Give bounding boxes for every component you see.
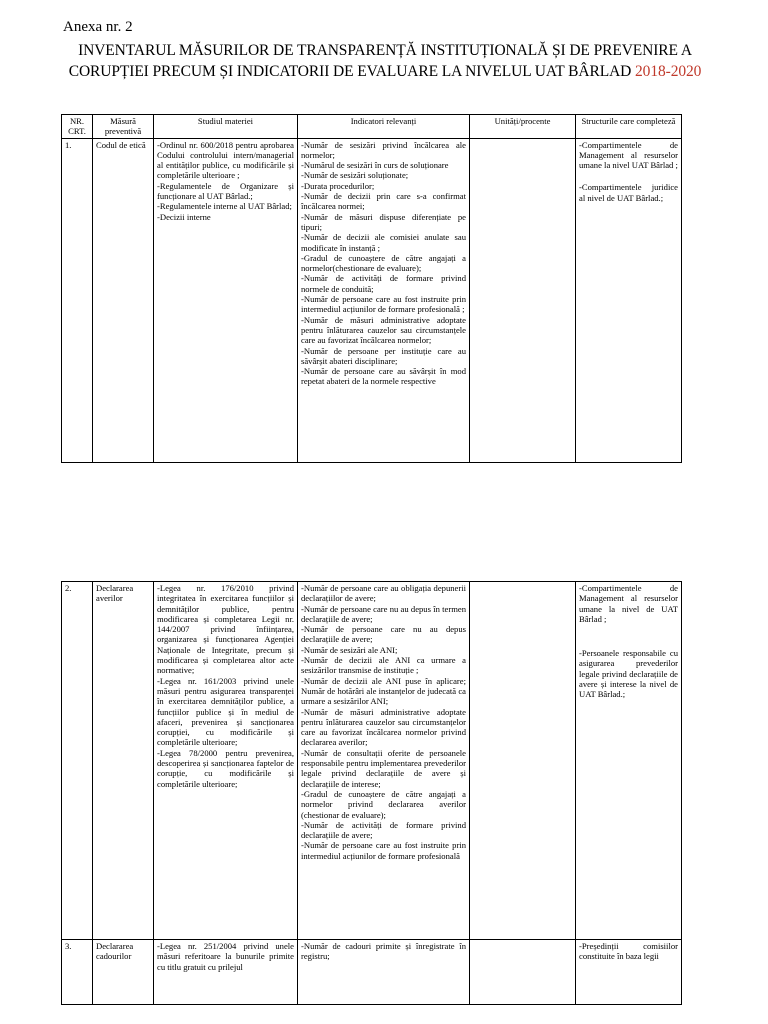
row-number: 3. xyxy=(62,940,93,1005)
study-item: -Legea nr. 161/2003 privind unele măsuri pentru asigurarea transparenței în exercitarea demnităților publice, a funcțiilor publice și în mediul de afaceri, prevenirea și sancționarea corupției, cu modificările și completările ulterioare; xyxy=(157,675,294,748)
indicator-item: -Număr de activități de formare privind normele de conduită; xyxy=(301,273,466,294)
indicator-item: -Număr de sesizări soluționate; xyxy=(301,170,409,181)
inventory-table-part-2 xyxy=(61,581,682,1005)
row-structures xyxy=(576,138,682,462)
indicator-item: -Număr de măsuri administrative adoptate pentru înlăturarea cauzelor sau circumstanțele care au favorizat încălcarea normelor; xyxy=(301,314,466,346)
table-row xyxy=(62,582,682,940)
indicator-item: -Număr de persoane care au săvârșit în mod repetat abateri de la normele respective xyxy=(301,366,466,387)
study-item: -Decizii interne xyxy=(157,211,211,222)
title-line-1: INVENTARUL MĂSURILOR DE TRANSPARENȚĂ INSTITUȚIONALĂ ȘI DE PREVENIRE A xyxy=(78,42,692,59)
indicator-item: -Număr de persoane care au fost instruite prin intermediul acțiunilor de formare profesională ; xyxy=(301,294,466,315)
row-study xyxy=(154,582,298,940)
indicator-item: -Număr de persoane care nu au depus în termen declarațiile de avere; xyxy=(301,603,466,624)
indicator-item: -Număr de decizii ale comisiei anulate sau modificate în instanță ; xyxy=(301,232,466,253)
row-number: 1. xyxy=(62,138,93,462)
indicator-item: -Număr de decizii ale ANI puse în aplicare; Număr de hotărâri ale instanțelor de judecată ca urmare a sesizărilor ANI; xyxy=(301,675,466,707)
row-indicators xyxy=(298,940,470,1005)
spacer xyxy=(579,624,678,636)
row-structures xyxy=(576,940,682,1005)
study-item: -Legea 78/2000 pentru prevenirea, descoperirea și sancționarea faptelor de corupție, cu modificările și completările ulterioare; xyxy=(157,747,294,789)
header-nr: NR. CRT. xyxy=(62,115,93,139)
row-units xyxy=(470,582,576,940)
indicator-item: -Număr de decizii prin care s-a confirmat încălcarea normei; xyxy=(301,191,466,212)
title-years: 2018-2020 xyxy=(635,63,702,80)
indicator-item: -Gradul de cunoaștere de către angajați a normelor privind declararea averilor (chestionar de evaluare); xyxy=(301,788,466,820)
indicator-item: -Durata procedurilor; xyxy=(301,180,375,191)
row-units xyxy=(470,940,576,1005)
study-item: -Regulamentele interne al UAT Bârlad; xyxy=(157,201,292,212)
structure-item: -Președinții comisiilor constituite în baza legii xyxy=(579,941,678,962)
header-structures: Structurile care completeză xyxy=(576,115,682,139)
study-item: -Legea nr. 176/2010 privind integritatea în exercitarea funcțiilor și demnităților publice, pentru modificarea și completarea Legii nr. 144/2007 privind înființarea, organizarea și funcționarea Agenției Naționale de Integritate, precum și modificarea și completarea altor acte normative; xyxy=(157,583,294,676)
indicator-item: -Număr de persoane per instituție care au săvârșit abateri disciplinare; xyxy=(301,345,466,366)
study-item: -Regulamentele de Organizare și funcționare al UAT Bârlad.; xyxy=(157,180,294,202)
annex-number: Anexa nr. 2 xyxy=(63,19,133,35)
structure-item: -Compartimentele de Management al resurselor umane la nivel UAT Bârlad ; xyxy=(579,139,678,171)
row-study xyxy=(154,940,298,1005)
row-units xyxy=(470,138,576,462)
indicator-item: -Număr de sesizări ale ANI; xyxy=(301,644,398,655)
indicator-item: -Număr de măsuri dispuse diferențiate pe tipuri; xyxy=(301,211,466,232)
indicator-item: -Număr de măsuri administrative adoptate pentru înlăturarea cauzelor sau circumstanțelor care au favorizat încălcarea normelor privind declararea averilor; xyxy=(301,706,466,748)
structure-item: -Compartimentele juridice al nivel de UAT Bârlad.; xyxy=(579,182,678,203)
header-units: Unități/procente xyxy=(470,115,576,139)
indicator-item: -Gradul de cunoaștere de către angajați a normelor(chestionare de evaluare); xyxy=(301,252,466,274)
indicator-item: -Număr de cadouri primite și înregistrate în registru; xyxy=(301,941,466,962)
spacer xyxy=(579,170,678,182)
header-study: Studiul materiei xyxy=(154,115,298,139)
structure-item: -Compartimentele de Management al resurselor umane la nivel de UAT Bârlad ; xyxy=(579,583,678,624)
inventory-table-part-1 xyxy=(61,114,682,463)
row-study xyxy=(154,138,298,462)
row-measure: Declararea averilor xyxy=(93,582,154,940)
indicator-item: -Număr de decizii ale ANI ca urmare a sesizărilor transmise de instituție ; xyxy=(301,655,466,676)
header-indicators: Indicatori relevanți xyxy=(298,115,470,139)
row-measure: Declararea cadourilor xyxy=(93,940,154,1005)
indicator-item: -Număr de sesizări privind încălcarea ale normelor; xyxy=(301,139,466,160)
row-structures xyxy=(576,582,682,940)
study-item: -Legea nr. 251/2004 privind unele măsuri referitoare la bunurile primite cu titlu gratuit cu prilejul xyxy=(157,941,294,972)
indicator-item: -Numărul de sesizări în curs de soluționare xyxy=(301,160,449,171)
row-indicators xyxy=(298,138,470,462)
indicator-item: -Număr de persoane care au obligația depunerii declarațiilor de avere; xyxy=(301,583,466,604)
row-measure: Codul de etică xyxy=(93,138,154,462)
row-indicators xyxy=(298,582,470,940)
study-item: -Ordinul nr. 600/2018 pentru aprobarea Codului controlului intern/managerial al entităților publice, cu modificările și completările ulterioare ; xyxy=(157,139,294,181)
spacer xyxy=(579,636,678,648)
header-measure: Măsură preventivă xyxy=(93,115,154,139)
title-line-2: CORUPȚIEI PRECUM ȘI INDICATORII DE EVALUARE LA NIVELUL UAT BÂRLAD xyxy=(68,63,636,80)
table-row xyxy=(62,940,682,1005)
document-title xyxy=(60,40,710,82)
row-number: 2. xyxy=(62,582,93,940)
table-header-row xyxy=(62,115,682,139)
indicator-item: -Număr de persoane care nu au depus declarațiile de avere; xyxy=(301,624,466,645)
indicator-item: -Număr de persoane care au fost instruite prin intermediul acțiunilor de formare profesională xyxy=(301,840,466,861)
table-row xyxy=(62,138,682,462)
indicator-item: -Număr de activități de formare privind declarațiile de avere; xyxy=(301,819,466,841)
structure-item: -Persoanele responsabile cu asigurarea prevederilor legale privind declarațiile de avere și interese la nivel de UAT Bârlad.; xyxy=(579,648,678,700)
indicator-item: -Număr de consultații oferite de persoanele responsabile pentru implementarea prevederilor legale privind declarațiile de avere și declarațiile de interese; xyxy=(301,747,466,789)
